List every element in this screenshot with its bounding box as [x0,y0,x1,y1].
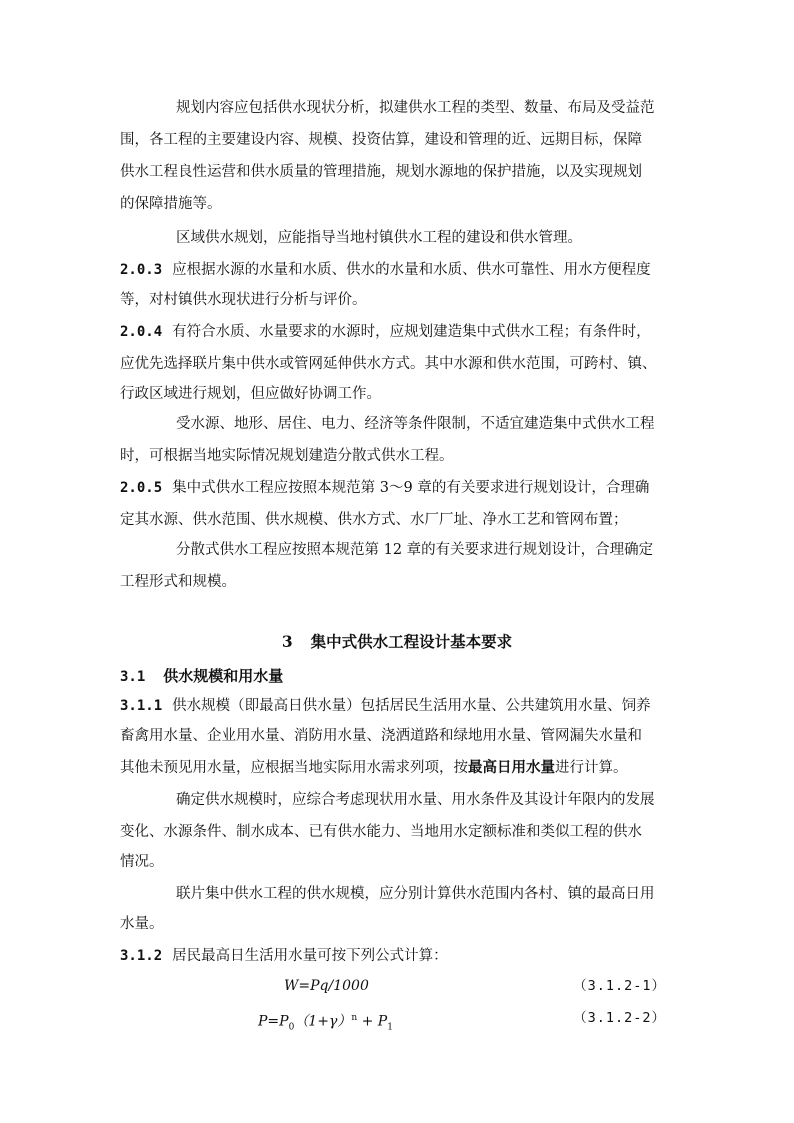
chapter-title-text: 集中式供水工程设计基本要求 [310,632,513,651]
paragraph-line: 工程形式和规模。 [120,574,236,590]
equation-number-1: （3.1.2-1） [573,978,666,994]
clause-number: 3.1.2 [120,948,163,964]
clause-3-1-1 [120,696,676,716]
clause-number: 2.0.5 [120,480,163,496]
paragraph-line: 行政区域进行规划，但应做好协调工作。 [120,386,381,402]
clause-text: 集中式供水工程应按照本规范第 3～9 章的有关要求进行规划设计，合理确 [172,480,650,496]
clause-number: 2.0.3 [120,262,163,278]
subscript-1: 1 [387,1022,393,1033]
paragraph-line: 畜禽用水量、企业用水量、消防用水量、浇洒道路和绿地用水量、管网漏失水量和 [120,728,642,744]
clause-2-0-4 [120,322,676,342]
clause-3-1-2 [120,946,676,966]
var-p0: P [279,1013,289,1030]
section-heading [120,666,676,686]
chapter-title [0,632,794,652]
paragraph-line: 联片集中供水工程的供水规模，应分别计算供水范围内各村、镇的最高日用 [176,886,655,902]
paragraph-line: 情况。 [120,854,164,870]
paragraph-line: 的保障措施等。 [120,196,222,212]
clause-text: 应根据水源的水量和水质、供水的水量和水质、供水可靠性、用水方便程度 [172,262,651,278]
formula-1: W=Pq/1000 [284,978,369,994]
var-p1: P [377,1013,388,1030]
clause-text: 有符合水质、水量要求的水源时，应规划建造集中式供水工程；有条件时， [172,324,651,340]
paragraph-line: 确定供水规模时，应综合考虑现状用水量、用水条件及其设计年限内的发展 [176,792,655,808]
clause-2-0-3 [120,260,676,280]
paragraph-line: 等，对村镇供水现状进行分析与评价。 [120,292,367,308]
paragraph-line: 时，可根据当地实际情况规划建造分散式供水工程。 [120,448,454,464]
clause-number: 2.0.4 [120,324,163,340]
text-segment: 进行计算。 [555,760,628,776]
paragraph-line: 水量。 [120,916,164,932]
paragraph-line: 围，各工程的主要建设内容、规模、投资估算，建设和管理的近、远期目标，保障 [120,132,642,148]
exponent-n: n [351,1013,358,1023]
subscript-0: 0 [288,1022,295,1033]
text-segment: 其他未预见用水量，应根据当地实际用水需求列项，按 [120,760,468,776]
paragraph-line: 定其水源、供水范围、供水规模、供水方式、水厂厂址、净水工艺和管网布置； [120,512,628,528]
equation-number-2: （3.1.2-2） [573,1010,666,1026]
var-p: P [258,1013,268,1030]
plus: + [357,1013,378,1030]
section-number: 3.1 [120,669,146,685]
clause-text: 居民最高日生活用水量可按下列公式计算： [172,948,448,964]
clause-2-0-5 [120,478,676,498]
paragraph-line: 区域供水规划，应能指导当地村镇供水工程的建设和供水管理。 [176,230,582,246]
section-title: 供水规模和用水量 [163,667,284,685]
paragraph-line: 变化、水源条件、制水成本、已有供水能力、当地用水定额标准和类似工程的供水 [120,824,642,840]
paragraph-line: 供水工程良性运营和供水质量的管理措施，规划水源地的保护措施，以及实现规划 [120,164,642,180]
formula-2 [258,1008,393,1037]
clause-text: 供水规模（即最高日供水量）包括居民生活用水量、公共建筑用水量、饲养 [172,698,651,714]
paragraph-line [120,758,676,778]
equals: = [267,1013,280,1030]
paragraph-line: 规划内容应包括供水现状分析，拟建供水工程的类型、数量、布局及受益范 [176,100,655,116]
clause-number: 3.1.1 [120,698,163,714]
chapter-number: 3 [281,632,293,651]
paragraph-line: 受水源、地形、居住、电力、经济等条件限制，不适宜建造集中式供水工程 [176,416,655,432]
paragraph-line: 分散式供水工程应按照本规范第 12 章的有关要求进行规划设计，合理确定 [176,542,654,558]
emphasis-text: 最高日用水量 [468,759,555,776]
growth-term: （1+γ） [294,1013,352,1030]
paragraph-line: 应优先选择联片集中供水或管网延伸供水方式。其中水源和供水范围，可跨村、镇、 [120,356,657,372]
